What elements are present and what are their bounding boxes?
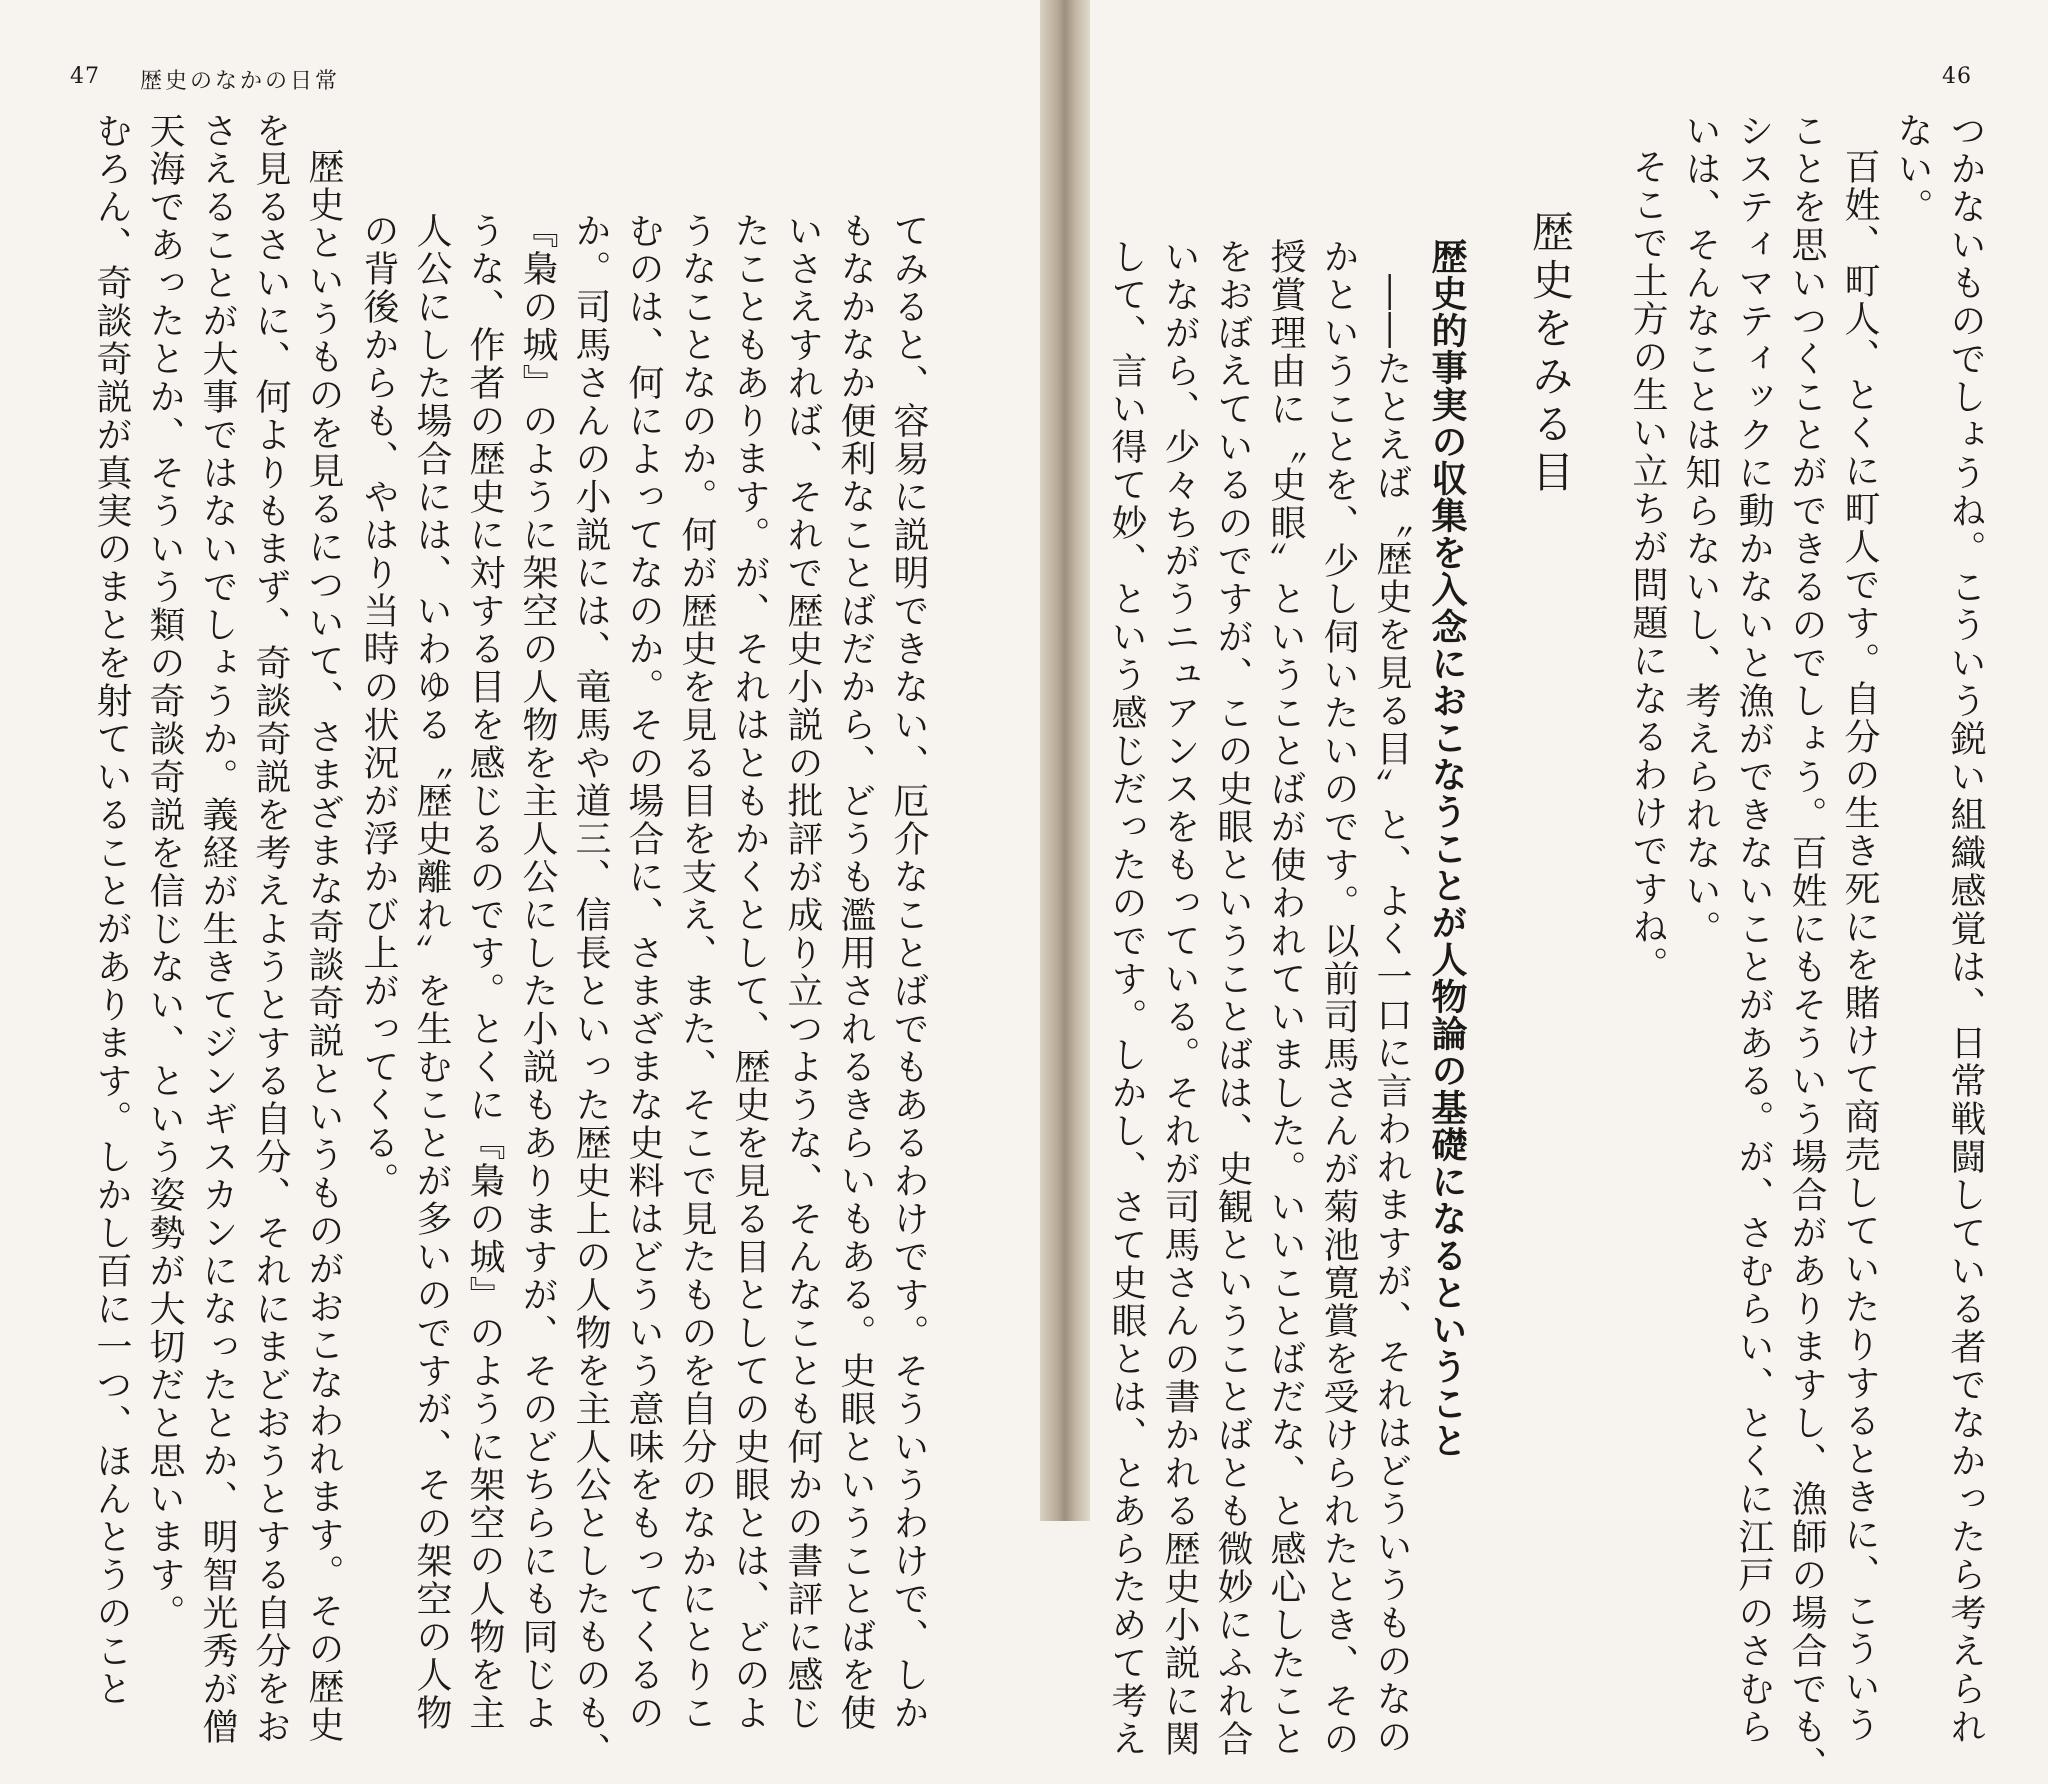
page-number-left: 47 (70, 64, 100, 89)
text-line: システィマティックに動かないと漁ができないことがある。が、さむらい、とくに江戸のさむら (1733, 112, 1774, 1746)
left-lower-text (70, 112, 350, 1746)
text-line: 歴史というものを見るについて、さまざまな奇談奇説というものがおこなわれます。その歴史 (303, 148, 344, 1744)
text-line: 百姓、町人、とくに町人です。自分の生き死にを賭けて商売していたりするときに、こういう (1839, 148, 1880, 1744)
text-line: いながら、少々ちがうニュアンスをもっている。それが司馬さんの書かれる歴史小説に関 (1159, 238, 1200, 1758)
text-line: むろん、奇談奇説が真実のまとを射ていることがあります。しかし百に一つ、ほんとうのこと (91, 112, 132, 1708)
text-line: うな、作者の歴史に対する目を感じるのです。とくに『梟の城』のように架空の人物を主 (464, 212, 505, 1732)
text-line: を見るさいに、何よりもまず、奇談奇説を考えようとする自分、それにまどおうとする自分をお (250, 112, 291, 1746)
text-line: かということを、少し伺いたいのです。以前司馬さんが菊池寛賞を受けられたとき、その (1318, 238, 1359, 1758)
text-line: てみると、容易に説明できない、厄介なことばでもあるわけです。そういうわけで、しか (888, 212, 929, 1732)
section-heading: 歴史をみる目 (1526, 210, 1575, 498)
text-line: つかないものでしょうね。こういう鋭い組織感覚は、日常戦闘している者でなかったら考えられ (1945, 112, 1986, 1746)
text-line: そこで土方の生い立ちが問題になるわけですね。 (1627, 148, 1668, 984)
text-line: うなことなのか。何が歴史を見る目を支え、また、そこで見たものを自分のなかにとりこ (676, 212, 717, 1732)
right-lower-text (888, 238, 1418, 1758)
text-line: 天海であったとか、そういう類の奇談奇説を信じない、という姿勢が大切だと思います。 (144, 112, 185, 1632)
text-line: 『梟の城』のように架空の人物を主人公にした小説もありますが、そのどちらにも同じよ (517, 212, 558, 1732)
text-line: ――たとえば〝歴史を見る目〟と、よく一口に言われますが、それはどういうものなの (1371, 274, 1412, 1756)
text-line: いさえすれば、それで歴史小説の批評が成り立つような、そんなことも何かの書評に感じ (782, 212, 823, 1732)
text-line: 人公にした場合には、いわゆる〝歴史離れ〟を生むことが多いのですが、その架空の人物 (411, 212, 452, 1732)
text-line: の背後からも、やはり当時の状況が浮かび上がってくる。 (358, 212, 399, 1200)
text-line: して、言い得て妙、という感じだったのです。しかし、さて史眼とは、とあらためて考え (1106, 238, 1147, 1758)
text-line: いは、そんなことは知らないし、考えられない。 (1680, 112, 1721, 948)
text-line: をおぼえているのですが、この史眼ということばは、史観ということばとも微妙にふれ合 (1212, 238, 1253, 1758)
interview-question: 歴史的事実の収集を入念におこなうことが人物論の基礎になるということ (1426, 238, 1467, 1459)
right-page (1090, 0, 2048, 1784)
text-line: ことを思いつくことができるのでしょう。百姓にもそういう場合がありますし、漁師の場合でも、 (1786, 112, 1827, 1784)
text-line: 授賞理由に〝史眼〟ということばが使われていました。いいことばだな、と感心したこと (1265, 238, 1306, 1758)
running-head: 歴史のなかの日常 (140, 69, 341, 94)
text-line: もなかなか便利なことばだから、どうも濫用されるきらいもある。史眼ということばを使 (835, 212, 876, 1732)
text-line: か。司馬さんの小説には、竜馬や道三、信長といった歴史上の人物を主人公としたものも、 (570, 212, 611, 1770)
text-line: むのは、何によってなのか。その場合に、さまざまな史料はどういう意味をもってくるの (623, 212, 664, 1732)
right-upper-text (1567, 112, 1992, 1784)
text-line: たこともあります。が、それはともかくとして、歴史を見る目としての史眼とは、どのよ (729, 212, 770, 1732)
left-upper-text (358, 212, 935, 1770)
page-number-right: 46 (1942, 64, 1972, 89)
text-line: さえることが大事ではないでしょうか。義経が生きてジンギスカンになったとか、明智光秀が僧 (197, 112, 238, 1746)
text-line: ない。 (1892, 112, 1933, 226)
